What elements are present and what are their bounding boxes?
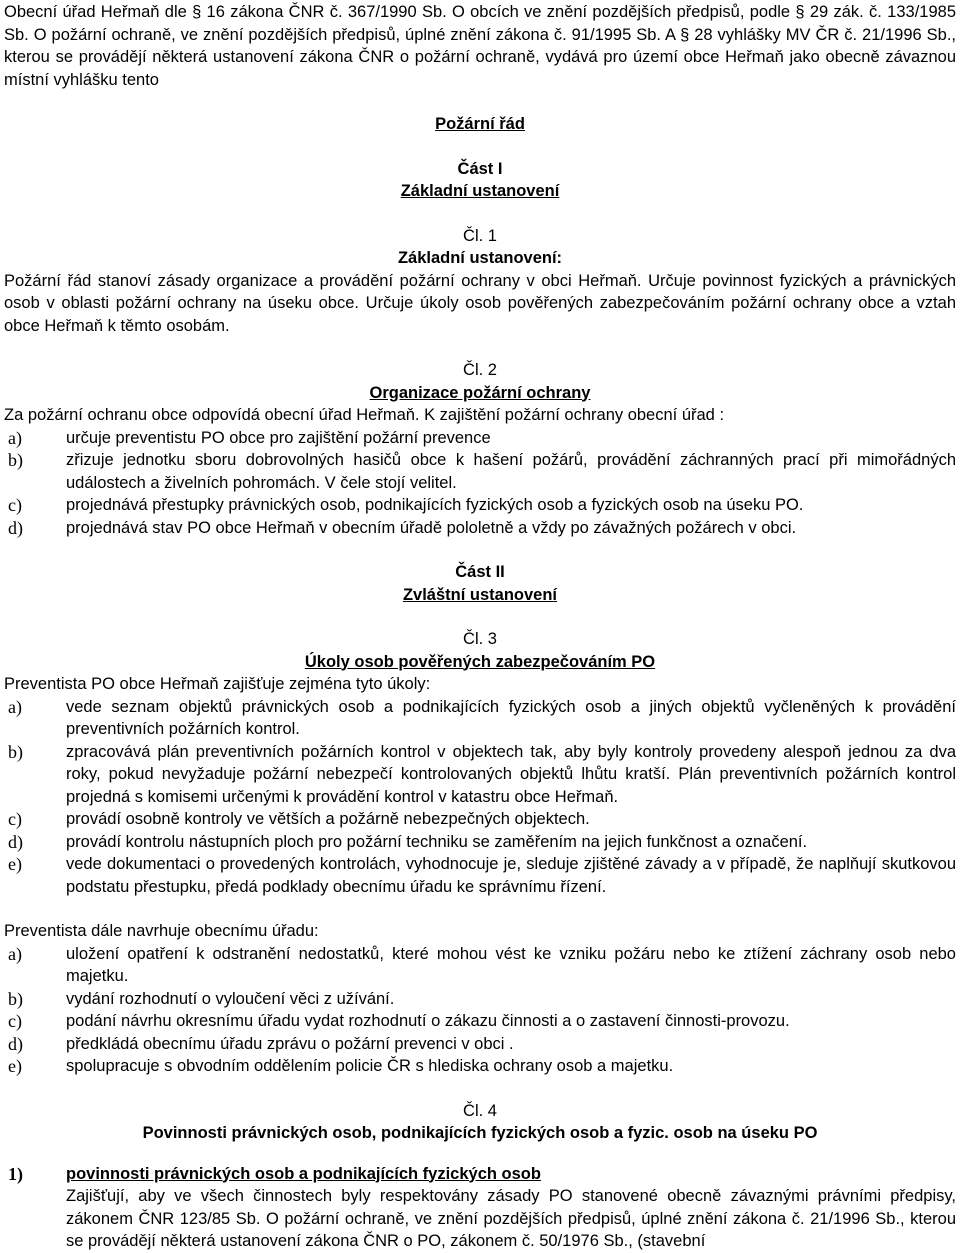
list-item — [4, 449, 956, 494]
list-item — [4, 517, 956, 540]
item-marker: a) — [8, 696, 22, 717]
item-marker: b) — [8, 450, 23, 470]
art2-list — [4, 427, 956, 540]
item-marker: d) — [8, 1033, 23, 1054]
art1-number: Čl. 1 — [463, 226, 497, 245]
item-text: projednává stav PO obce Heřmaň v obecním úřadě pololetně a vždy po závažných požárech v obci. — [66, 518, 797, 537]
item-text: spolupracuje s obvodním oddělením policie ČR s hlediska ochrany osob a majetku. — [66, 1057, 674, 1075]
item-marker: d) — [8, 517, 23, 538]
art3-number: Čl. 3 — [463, 630, 497, 648]
art2-number: Čl. 2 — [463, 361, 497, 379]
part1-label: Část I — [457, 159, 503, 178]
item-heading: povinnosti právnických osob a podnikajících fyzických osob — [66, 1164, 541, 1183]
list-item — [4, 1010, 956, 1033]
item-text: uložení opatření k odstranění nedostatků, které mohou vést ke vzniku požáru nebo ke ztížení záchrany osob nebo majetku. — [66, 944, 956, 985]
art4-heading: Povinnosti právnických osob, podnikajících fyzických osob a fyzic. osob na úseku PO — [142, 1124, 818, 1142]
art3-lead: Preventista PO obce Heřmaň zajišťuje zejména tyto úkoly: — [4, 675, 431, 693]
item-marker: a) — [8, 427, 22, 448]
art2-heading: Organizace požární ochrany — [369, 383, 591, 402]
item-text: zřizuje jednotku sboru dobrovolných hasičů obce k hašení požárů, provádění záchranných prací při mimořádných událostech a živelních pohromách. V čele stojí velitel. — [66, 451, 956, 492]
item-marker: e) — [8, 1056, 22, 1076]
list-item — [4, 696, 956, 741]
item-text: podání návrhu okresnímu úřadu vydat rozhodnutí o zákazu činnosti a o zastavení činnosti-provozu. — [66, 1012, 790, 1030]
item-text: Zajišťují, aby ve všech činnostech byly respektovány zásady PO stanovené obecně závaznými právními předpisy, zákonem ČNR 123/85 Sb. O požární ochraně, ve znění pozdějších předpisů, úplné znění zákona č. 21/1996 Sb., kterou se provádějí některá ustanovení zákona ČNR o PO, zákonem č. 50/1976 Sb., (stavební — [66, 1187, 956, 1250]
art3-heading: Úkoly osob pověřených zabezpečováním PO — [304, 652, 656, 671]
art1-text: Požární řád stanoví zásady organizace a provádění požární ochrany v obci Heřmaň. Určuje povinnost fyzických a právnických osob v oblasti požární ochrany na úseku obce. Určuje úkoly osob pověřených zabezpečováním požární ochrany obce a vztah obce Heřmaň k těmto osobám. — [4, 271, 956, 335]
item-marker: a) — [8, 943, 22, 964]
list-item — [4, 741, 956, 809]
item-text: provádí osobně kontroly ve větších a požárně nebezpečných objektech. — [66, 810, 590, 828]
item-marker: b) — [8, 988, 23, 1009]
item-body — [66, 1163, 956, 1253]
art3-lead2: Preventista dále navrhuje obecnímu úřadu: — [4, 922, 319, 940]
art1-heading: Základní ustanovení: — [397, 249, 563, 267]
item-marker: b) — [8, 741, 23, 762]
item-marker: e) — [8, 854, 22, 874]
item-text: projednává přestupky právnických osob, podnikajících fyzických osob a fyzických osob na úseku PO. — [66, 496, 804, 514]
item-marker: 1) — [8, 1163, 23, 1184]
art4-list — [4, 1163, 956, 1253]
item-text: zpracovává plán preventivních požárních kontrol v objektech tak, aby byly kontroly provedeny alespoň jednou za dva roky, pokud nevyžaduje požární nebezpečí kontrolovaných objektů lhůtu kratší. Plán preventivních požárních kontrol projedná s komisemi určenými k provádění kontrol v katastru obce Heřmaň. — [66, 742, 956, 806]
part2-label: Část II — [455, 563, 505, 581]
item-text: určuje preventistu PO obce pro zajištění požární prevence — [66, 428, 491, 447]
list-item — [4, 853, 956, 898]
art3-list2 — [4, 943, 956, 1078]
part1-name: Základní ustanovení — [400, 182, 560, 200]
art4-number: Čl. 4 — [463, 1101, 497, 1120]
part2-name: Zvláštní ustanovení — [402, 585, 558, 604]
item-marker: c) — [8, 809, 22, 829]
art3-list — [4, 696, 956, 899]
item-text: provádí kontrolu nástupních ploch pro požární techniku se zaměřením na jejich funkčnost a označení. — [66, 832, 808, 851]
art2-lead: Za požární ochranu obce odpovídá obecní úřad Heřmaň. K zajištění požární ochrany obecní úřad : — [4, 406, 725, 424]
list-item — [4, 1055, 956, 1078]
list-item — [4, 808, 956, 831]
list-item — [4, 1033, 956, 1056]
item-text: vede dokumentaci o provedených kontrolách, vyhodnocuje je, sleduje zjištěné závady a v případě, že naplňují skutkovou podstatu přestupku, předá podklady obecnímu úřadu ke správnímu řízení. — [66, 855, 956, 896]
item-marker: c) — [8, 1011, 22, 1031]
intro-paragraph: Obecní úřad Heřmaň dle § 16 zákona ČNR č. 367/1990 Sb. O obcích ve znění pozdějších předpisů, podle § 29 zák. č. 133/1985 Sb. O požární ochraně, ve znění pozdějších předpisů, úplné znění zákona č. 91/1995 Sb. A § 28 vyhlášky MV ČR č. 21/1996 Sb., kterou se provádějí některá ustanovení zákona ČNR o požární ochraně, vydává pro území obce Heřmaň jako obecně závaznou místní vyhlášku tento — [4, 3, 956, 89]
item-marker: c) — [8, 495, 22, 515]
document-title: Požární řád — [435, 115, 525, 133]
list-item — [4, 1163, 956, 1253]
list-item — [4, 427, 956, 450]
item-text: vede seznam objektů právnických osob a podnikajících fyzických osob a jiných objektů vyčleněných k provádění preventivních požárních kontrol. — [66, 697, 956, 738]
list-item — [4, 943, 956, 988]
item-marker: d) — [8, 831, 23, 852]
item-text: předkládá obecnímu úřadu zprávu o požární prevenci v obci . — [66, 1034, 514, 1053]
list-item — [4, 988, 956, 1011]
list-item — [4, 831, 956, 854]
list-item — [4, 494, 956, 517]
item-text: vydání rozhodnutí o vyloučení věci z užívání. — [66, 989, 395, 1008]
